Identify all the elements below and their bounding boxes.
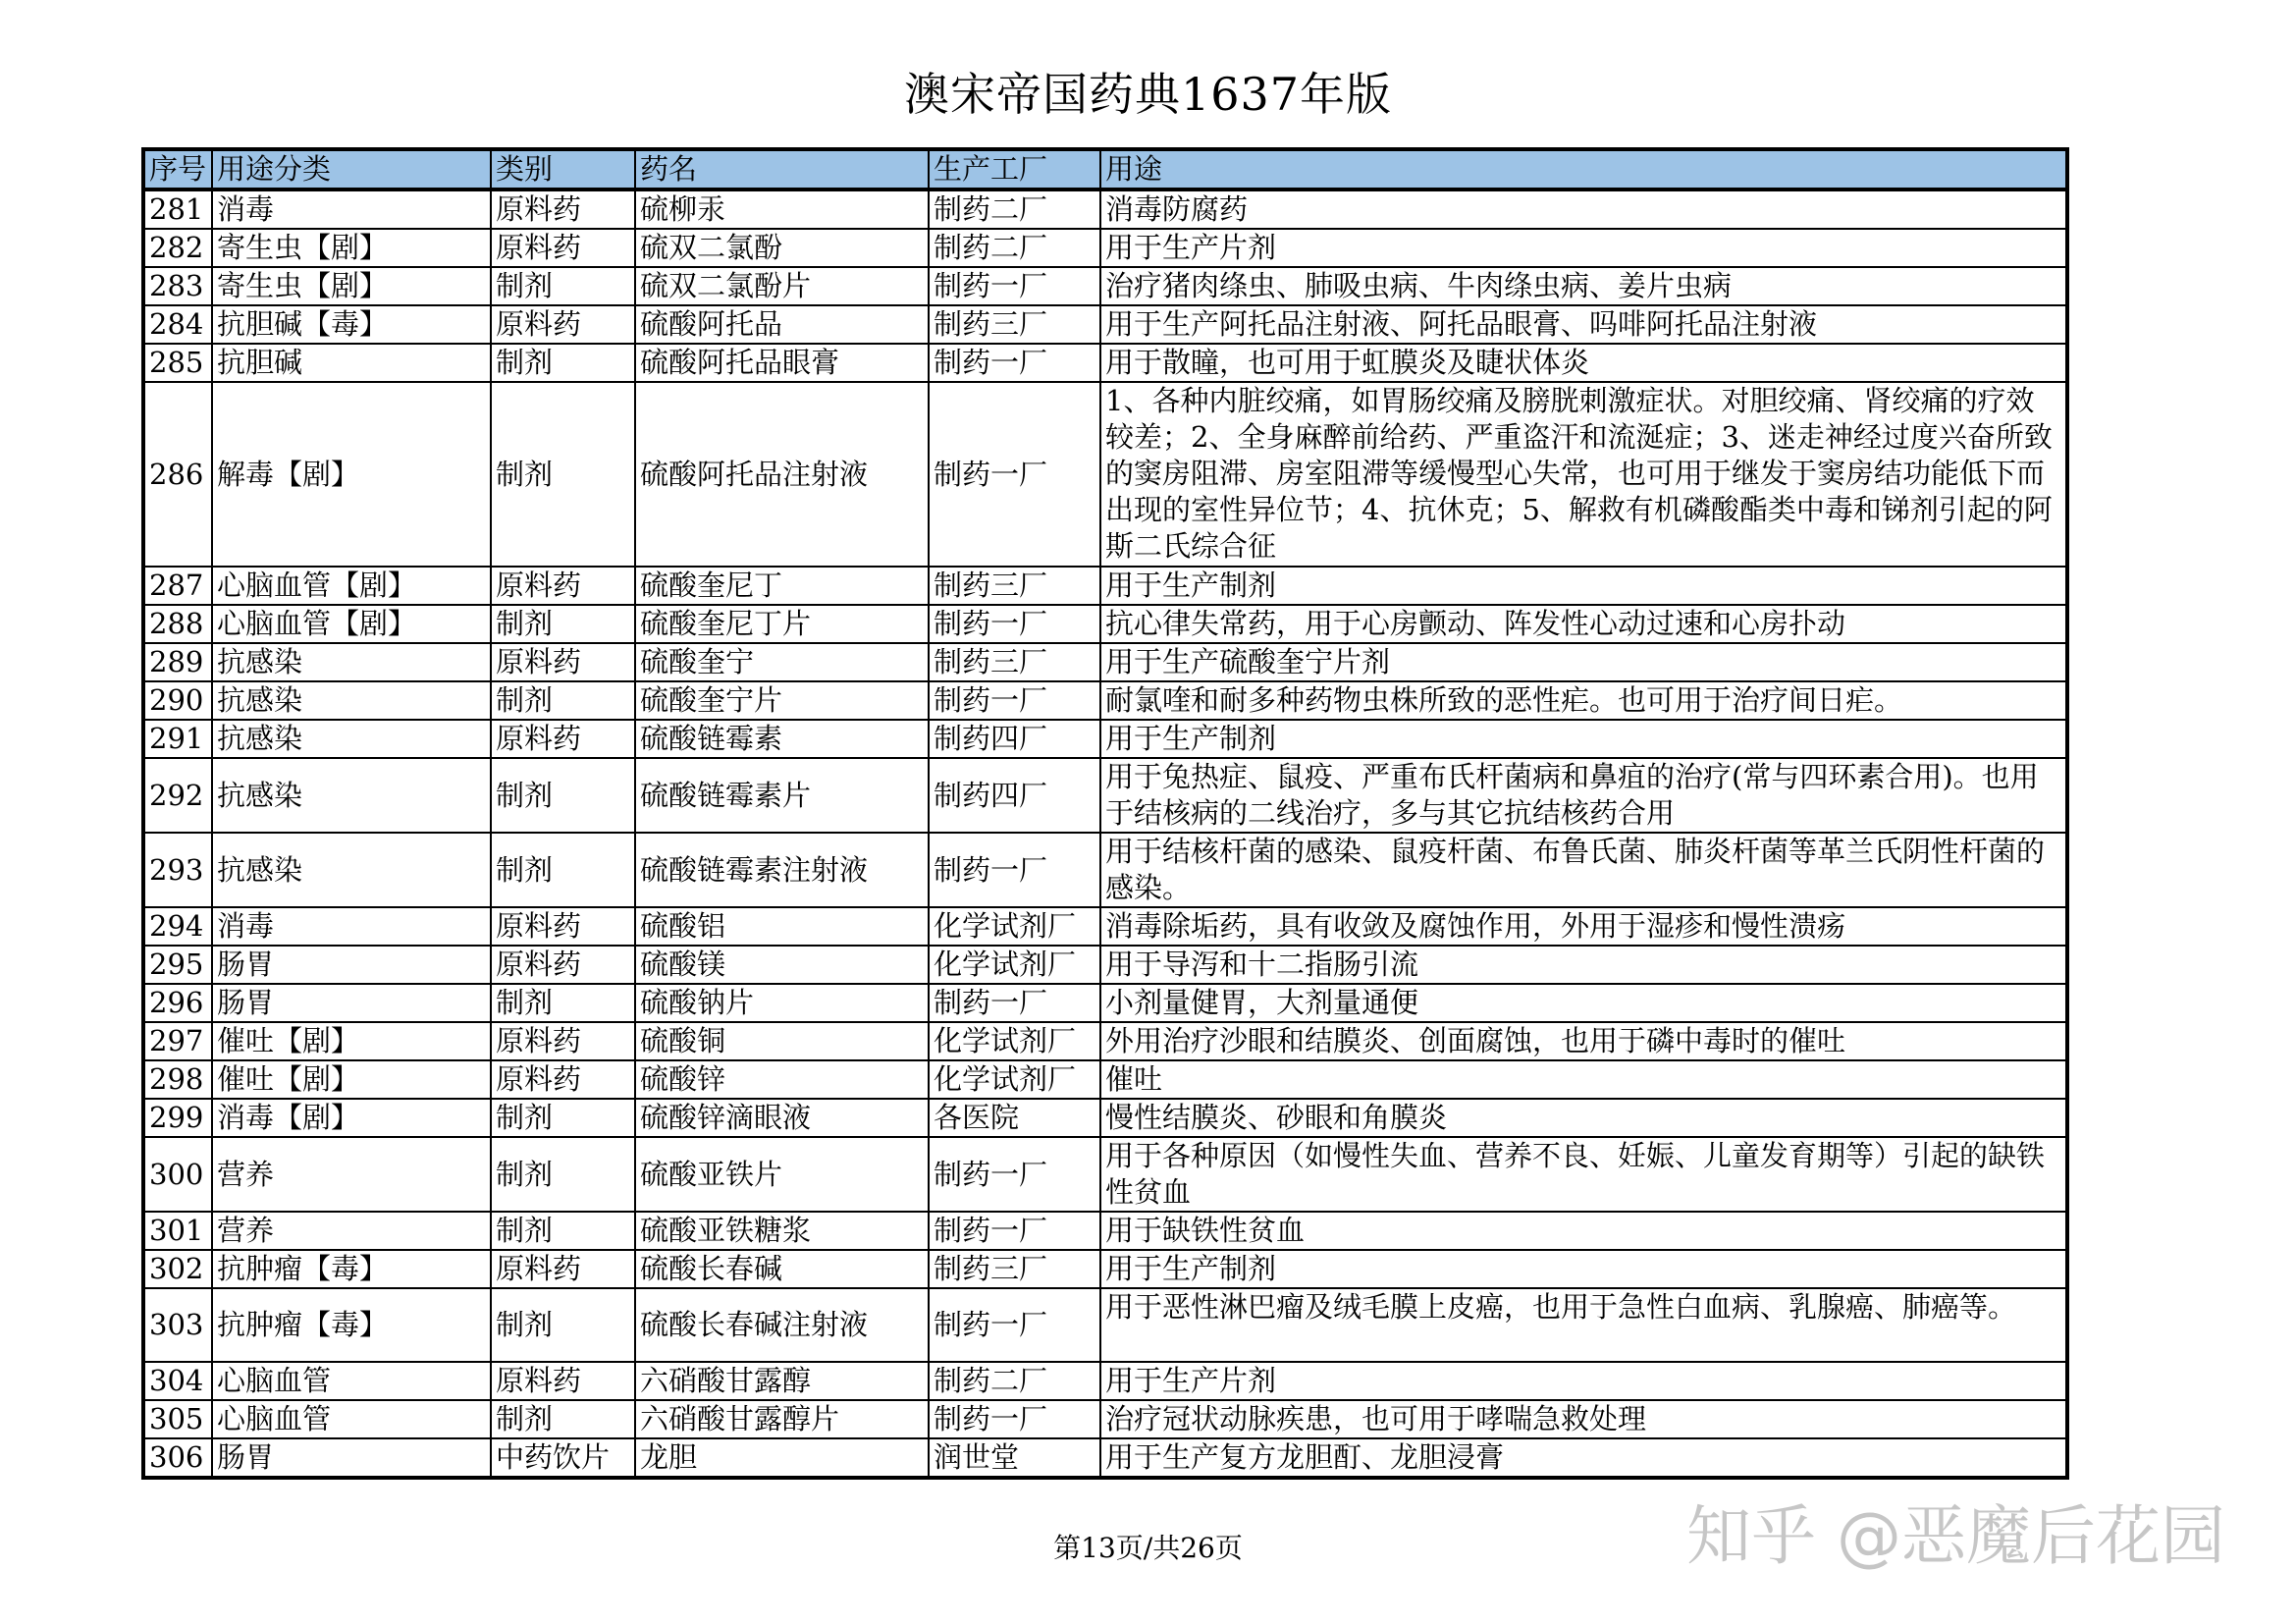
cell-no: 287 <box>143 567 212 605</box>
cell-name: 龙胆 <box>635 1438 929 1478</box>
cell-factory: 各医院 <box>929 1099 1100 1137</box>
table-row <box>143 382 2067 567</box>
cell-factory: 制药一厂 <box>929 984 1100 1022</box>
cell-usage: 治疗猪肉绦虫、肺吸虫病、牛肉绦虫病、姜片虫病 <box>1100 267 2067 305</box>
table-row <box>143 1288 2067 1362</box>
cell-name: 硫酸亚铁糖浆 <box>635 1212 929 1250</box>
cell-no: 297 <box>143 1022 212 1060</box>
cell-factory: 制药一厂 <box>929 605 1100 643</box>
cell-no: 289 <box>143 643 212 681</box>
cell-usage: 用于导泻和十二指肠引流 <box>1100 946 2067 984</box>
cell-usage: 慢性结膜炎、砂眼和角膜炎 <box>1100 1099 2067 1137</box>
cell-factory: 制药一厂 <box>929 1400 1100 1438</box>
table-row <box>143 1438 2067 1478</box>
cell-factory: 制药二厂 <box>929 1362 1100 1400</box>
cell-no: 306 <box>143 1438 212 1478</box>
cell-factory: 润世堂 <box>929 1438 1100 1478</box>
cell-no: 283 <box>143 267 212 305</box>
table-row <box>143 1362 2067 1400</box>
cell-usage: 治疗冠状动脉疾患，也可用于哮喘急救处理 <box>1100 1400 2067 1438</box>
cell-factory: 制药三厂 <box>929 643 1100 681</box>
cell-factory: 制药三厂 <box>929 1250 1100 1288</box>
cell-no: 284 <box>143 305 212 344</box>
cell-category: 肠胃 <box>212 946 491 984</box>
cell-factory: 化学试剂厂 <box>929 946 1100 984</box>
cell-category: 消毒【剧】 <box>212 1099 491 1137</box>
cell-type: 原料药 <box>491 1362 635 1400</box>
table-row <box>143 567 2067 605</box>
cell-name: 硫酸锌 <box>635 1060 929 1099</box>
medicine-table <box>141 147 2069 1480</box>
cell-factory: 制药一厂 <box>929 382 1100 567</box>
cell-name: 硫酸阿托品注射液 <box>635 382 929 567</box>
header-factory: 生产工厂 <box>929 149 1100 189</box>
table-row <box>143 643 2067 681</box>
table-header <box>143 149 2067 189</box>
table-row <box>143 681 2067 720</box>
cell-usage: 用于生产制剂 <box>1100 720 2067 758</box>
cell-factory: 制药一厂 <box>929 1288 1100 1362</box>
cell-type: 制剂 <box>491 344 635 382</box>
cell-name: 硫酸铜 <box>635 1022 929 1060</box>
cell-name: 硫柳汞 <box>635 189 929 229</box>
cell-type: 制剂 <box>491 833 635 907</box>
table-row <box>143 1212 2067 1250</box>
cell-no: 305 <box>143 1400 212 1438</box>
cell-usage: 抗心律失常药，用于心房颤动、阵发性心动过速和心房扑动 <box>1100 605 2067 643</box>
table-row <box>143 758 2067 833</box>
table-row <box>143 229 2067 267</box>
cell-factory: 化学试剂厂 <box>929 1022 1100 1060</box>
cell-category: 消毒 <box>212 189 491 229</box>
cell-name: 硫酸奎尼丁 <box>635 567 929 605</box>
cell-category: 抗感染 <box>212 681 491 720</box>
cell-type: 原料药 <box>491 1060 635 1099</box>
cell-category: 营养 <box>212 1212 491 1250</box>
header-usage: 用途 <box>1100 149 2067 189</box>
table-row <box>143 833 2067 907</box>
table-row <box>143 1099 2067 1137</box>
cell-name: 硫酸链霉素 <box>635 720 929 758</box>
cell-name: 硫酸长春碱注射液 <box>635 1288 929 1362</box>
cell-name: 硫双二氯酚片 <box>635 267 929 305</box>
cell-name: 硫酸锌滴眼液 <box>635 1099 929 1137</box>
cell-category: 抗感染 <box>212 758 491 833</box>
medicine-table-container <box>141 147 2065 1480</box>
cell-category: 心脑血管 <box>212 1362 491 1400</box>
cell-category: 心脑血管 <box>212 1400 491 1438</box>
cell-factory: 制药三厂 <box>929 305 1100 344</box>
cell-category: 抗感染 <box>212 643 491 681</box>
cell-no: 296 <box>143 984 212 1022</box>
table-row <box>143 720 2067 758</box>
cell-type: 原料药 <box>491 720 635 758</box>
cell-no: 292 <box>143 758 212 833</box>
cell-category: 抗胆碱【毒】 <box>212 305 491 344</box>
cell-no: 294 <box>143 907 212 946</box>
cell-name: 硫酸阿托品眼膏 <box>635 344 929 382</box>
cell-category: 抗胆碱 <box>212 344 491 382</box>
cell-usage: 用于恶性淋巴瘤及绒毛膜上皮癌，也用于急性白血病、乳腺癌、肺癌等。 <box>1100 1288 2067 1362</box>
cell-no: 295 <box>143 946 212 984</box>
cell-type: 原料药 <box>491 946 635 984</box>
table-row <box>143 267 2067 305</box>
cell-usage: 用于生产硫酸奎宁片剂 <box>1100 643 2067 681</box>
cell-factory: 制药二厂 <box>929 229 1100 267</box>
cell-no: 301 <box>143 1212 212 1250</box>
cell-type: 原料药 <box>491 907 635 946</box>
cell-no: 291 <box>143 720 212 758</box>
cell-type: 原料药 <box>491 1250 635 1288</box>
cell-usage: 小剂量健胃，大剂量通便 <box>1100 984 2067 1022</box>
cell-category: 肠胃 <box>212 1438 491 1478</box>
cell-usage: 耐氯喹和耐多种药物虫株所致的恶性疟。也可用于治疗间日疟。 <box>1100 681 2067 720</box>
table-row <box>143 305 2067 344</box>
header-type: 类别 <box>491 149 635 189</box>
table-row <box>143 605 2067 643</box>
cell-factory: 制药一厂 <box>929 833 1100 907</box>
cell-category: 寄生虫【剧】 <box>212 267 491 305</box>
cell-usage: 1、各种内脏绞痛，如胃肠绞痛及膀胱刺激症状。对胆绞痛、肾绞痛的疗效较差；2、全身麻醉前给药、严重盗汗和流涎症；3、迷走神经过度兴奋所致的窦房阻滞、房室阻滞等缓慢型心失常，也可用于继发于窦房结功能低下而出现的室性异位节；4、抗休克；5、解救有机磷酸酯类中毒和锑剂引起的阿斯二氏综合征 <box>1100 382 2067 567</box>
cell-name: 硫酸奎宁 <box>635 643 929 681</box>
cell-type: 制剂 <box>491 1099 635 1137</box>
cell-usage: 用于生产复方龙胆酊、龙胆浸膏 <box>1100 1438 2067 1478</box>
cell-category: 寄生虫【剧】 <box>212 229 491 267</box>
cell-name: 硫酸奎尼丁片 <box>635 605 929 643</box>
cell-name: 硫酸镁 <box>635 946 929 984</box>
cell-name: 六硝酸甘露醇 <box>635 1362 929 1400</box>
cell-category: 心脑血管【剧】 <box>212 567 491 605</box>
cell-name: 硫酸阿托品 <box>635 305 929 344</box>
cell-no: 286 <box>143 382 212 567</box>
cell-type: 制剂 <box>491 758 635 833</box>
cell-no: 302 <box>143 1250 212 1288</box>
cell-category: 心脑血管【剧】 <box>212 605 491 643</box>
cell-type: 制剂 <box>491 1288 635 1362</box>
cell-usage: 用于生产片剂 <box>1100 229 2067 267</box>
cell-category: 抗感染 <box>212 833 491 907</box>
cell-usage: 用于生产片剂 <box>1100 1362 2067 1400</box>
cell-factory: 制药三厂 <box>929 567 1100 605</box>
cell-category: 催吐【剧】 <box>212 1060 491 1099</box>
cell-factory: 制药一厂 <box>929 267 1100 305</box>
cell-usage: 用于生产制剂 <box>1100 1250 2067 1288</box>
cell-type: 制剂 <box>491 1212 635 1250</box>
cell-usage: 用于生产阿托品注射液、阿托品眼膏、吗啡阿托品注射液 <box>1100 305 2067 344</box>
cell-usage: 用于生产制剂 <box>1100 567 2067 605</box>
cell-factory: 制药四厂 <box>929 758 1100 833</box>
cell-factory: 化学试剂厂 <box>929 907 1100 946</box>
cell-no: 282 <box>143 229 212 267</box>
cell-type: 原料药 <box>491 1022 635 1060</box>
table-row <box>143 1022 2067 1060</box>
cell-category: 催吐【剧】 <box>212 1022 491 1060</box>
cell-no: 303 <box>143 1288 212 1362</box>
cell-no: 293 <box>143 833 212 907</box>
cell-category: 解毒【剧】 <box>212 382 491 567</box>
cell-category: 肠胃 <box>212 984 491 1022</box>
cell-name: 硫双二氯酚 <box>635 229 929 267</box>
table-row <box>143 344 2067 382</box>
cell-name: 硫酸铝 <box>635 907 929 946</box>
cell-category: 抗感染 <box>212 720 491 758</box>
cell-category: 营养 <box>212 1137 491 1212</box>
table-row <box>143 907 2067 946</box>
cell-name: 硫酸链霉素注射液 <box>635 833 929 907</box>
cell-category: 消毒 <box>212 907 491 946</box>
table-row <box>143 946 2067 984</box>
cell-no: 288 <box>143 605 212 643</box>
cell-type: 制剂 <box>491 1400 635 1438</box>
cell-usage: 消毒防腐药 <box>1100 189 2067 229</box>
cell-type: 原料药 <box>491 305 635 344</box>
cell-no: 281 <box>143 189 212 229</box>
table-row <box>143 984 2067 1022</box>
header-category: 用途分类 <box>212 149 491 189</box>
table-row <box>143 189 2067 229</box>
cell-name: 硫酸长春碱 <box>635 1250 929 1288</box>
cell-no: 290 <box>143 681 212 720</box>
cell-name: 硫酸钠片 <box>635 984 929 1022</box>
cell-no: 298 <box>143 1060 212 1099</box>
page-footer: 第13页/共26页 <box>1053 1532 1243 1564</box>
table-row <box>143 1400 2067 1438</box>
cell-type: 制剂 <box>491 267 635 305</box>
cell-usage: 用于缺铁性贫血 <box>1100 1212 2067 1250</box>
document-title: 澳宋帝国药典1637年版 <box>903 68 1393 121</box>
cell-no: 299 <box>143 1099 212 1137</box>
table-row <box>143 1137 2067 1212</box>
header-no: 序号 <box>143 149 212 189</box>
cell-factory: 制药一厂 <box>929 1137 1100 1212</box>
cell-name: 硫酸奎宁片 <box>635 681 929 720</box>
cell-type: 制剂 <box>491 605 635 643</box>
cell-name: 六硝酸甘露醇片 <box>635 1400 929 1438</box>
cell-usage: 用于兔热症、鼠疫、严重布氏杆菌病和鼻疽的治疗(常与四环素合用)。也用于结核病的二线治疗，多与其它抗结核药合用 <box>1100 758 2067 833</box>
header-name: 药名 <box>635 149 929 189</box>
cell-type: 制剂 <box>491 984 635 1022</box>
cell-usage: 外用治疗沙眼和结膜炎、创面腐蚀，也用于磷中毒时的催吐 <box>1100 1022 2067 1060</box>
cell-usage: 消毒除垢药，具有收敛及腐蚀作用，外用于湿疹和慢性溃疡 <box>1100 907 2067 946</box>
cell-no: 300 <box>143 1137 212 1212</box>
table-row <box>143 1060 2067 1099</box>
cell-factory: 制药一厂 <box>929 1212 1100 1250</box>
header-row <box>143 149 2067 189</box>
cell-factory: 制药二厂 <box>929 189 1100 229</box>
cell-type: 原料药 <box>491 567 635 605</box>
cell-usage: 用于散瞳，也可用于虹膜炎及睫状体炎 <box>1100 344 2067 382</box>
table-body <box>143 189 2067 1478</box>
cell-no: 304 <box>143 1362 212 1400</box>
cell-no: 285 <box>143 344 212 382</box>
table-row <box>143 1250 2067 1288</box>
cell-type: 原料药 <box>491 643 635 681</box>
cell-factory: 制药四厂 <box>929 720 1100 758</box>
cell-type: 原料药 <box>491 229 635 267</box>
cell-type: 制剂 <box>491 1137 635 1212</box>
cell-type: 制剂 <box>491 382 635 567</box>
cell-usage: 催吐 <box>1100 1060 2067 1099</box>
cell-name: 硫酸亚铁片 <box>635 1137 929 1212</box>
cell-factory: 制药一厂 <box>929 344 1100 382</box>
cell-usage: 用于结核杆菌的感染、鼠疫杆菌、布鲁氏菌、肺炎杆菌等革兰氏阴性杆菌的感染。 <box>1100 833 2067 907</box>
cell-usage: 用于各种原因（如慢性失血、营养不良、妊娠、儿童发育期等）引起的缺铁性贫血 <box>1100 1137 2067 1212</box>
watermark: 知乎 @恶魔后花园 <box>1686 1498 2225 1574</box>
cell-factory: 制药一厂 <box>929 681 1100 720</box>
cell-category: 抗肿瘤【毒】 <box>212 1250 491 1288</box>
cell-type: 制剂 <box>491 681 635 720</box>
cell-name: 硫酸链霉素片 <box>635 758 929 833</box>
cell-factory: 化学试剂厂 <box>929 1060 1100 1099</box>
cell-type: 中药饮片 <box>491 1438 635 1478</box>
cell-category: 抗肿瘤【毒】 <box>212 1288 491 1362</box>
cell-type: 原料药 <box>491 189 635 229</box>
